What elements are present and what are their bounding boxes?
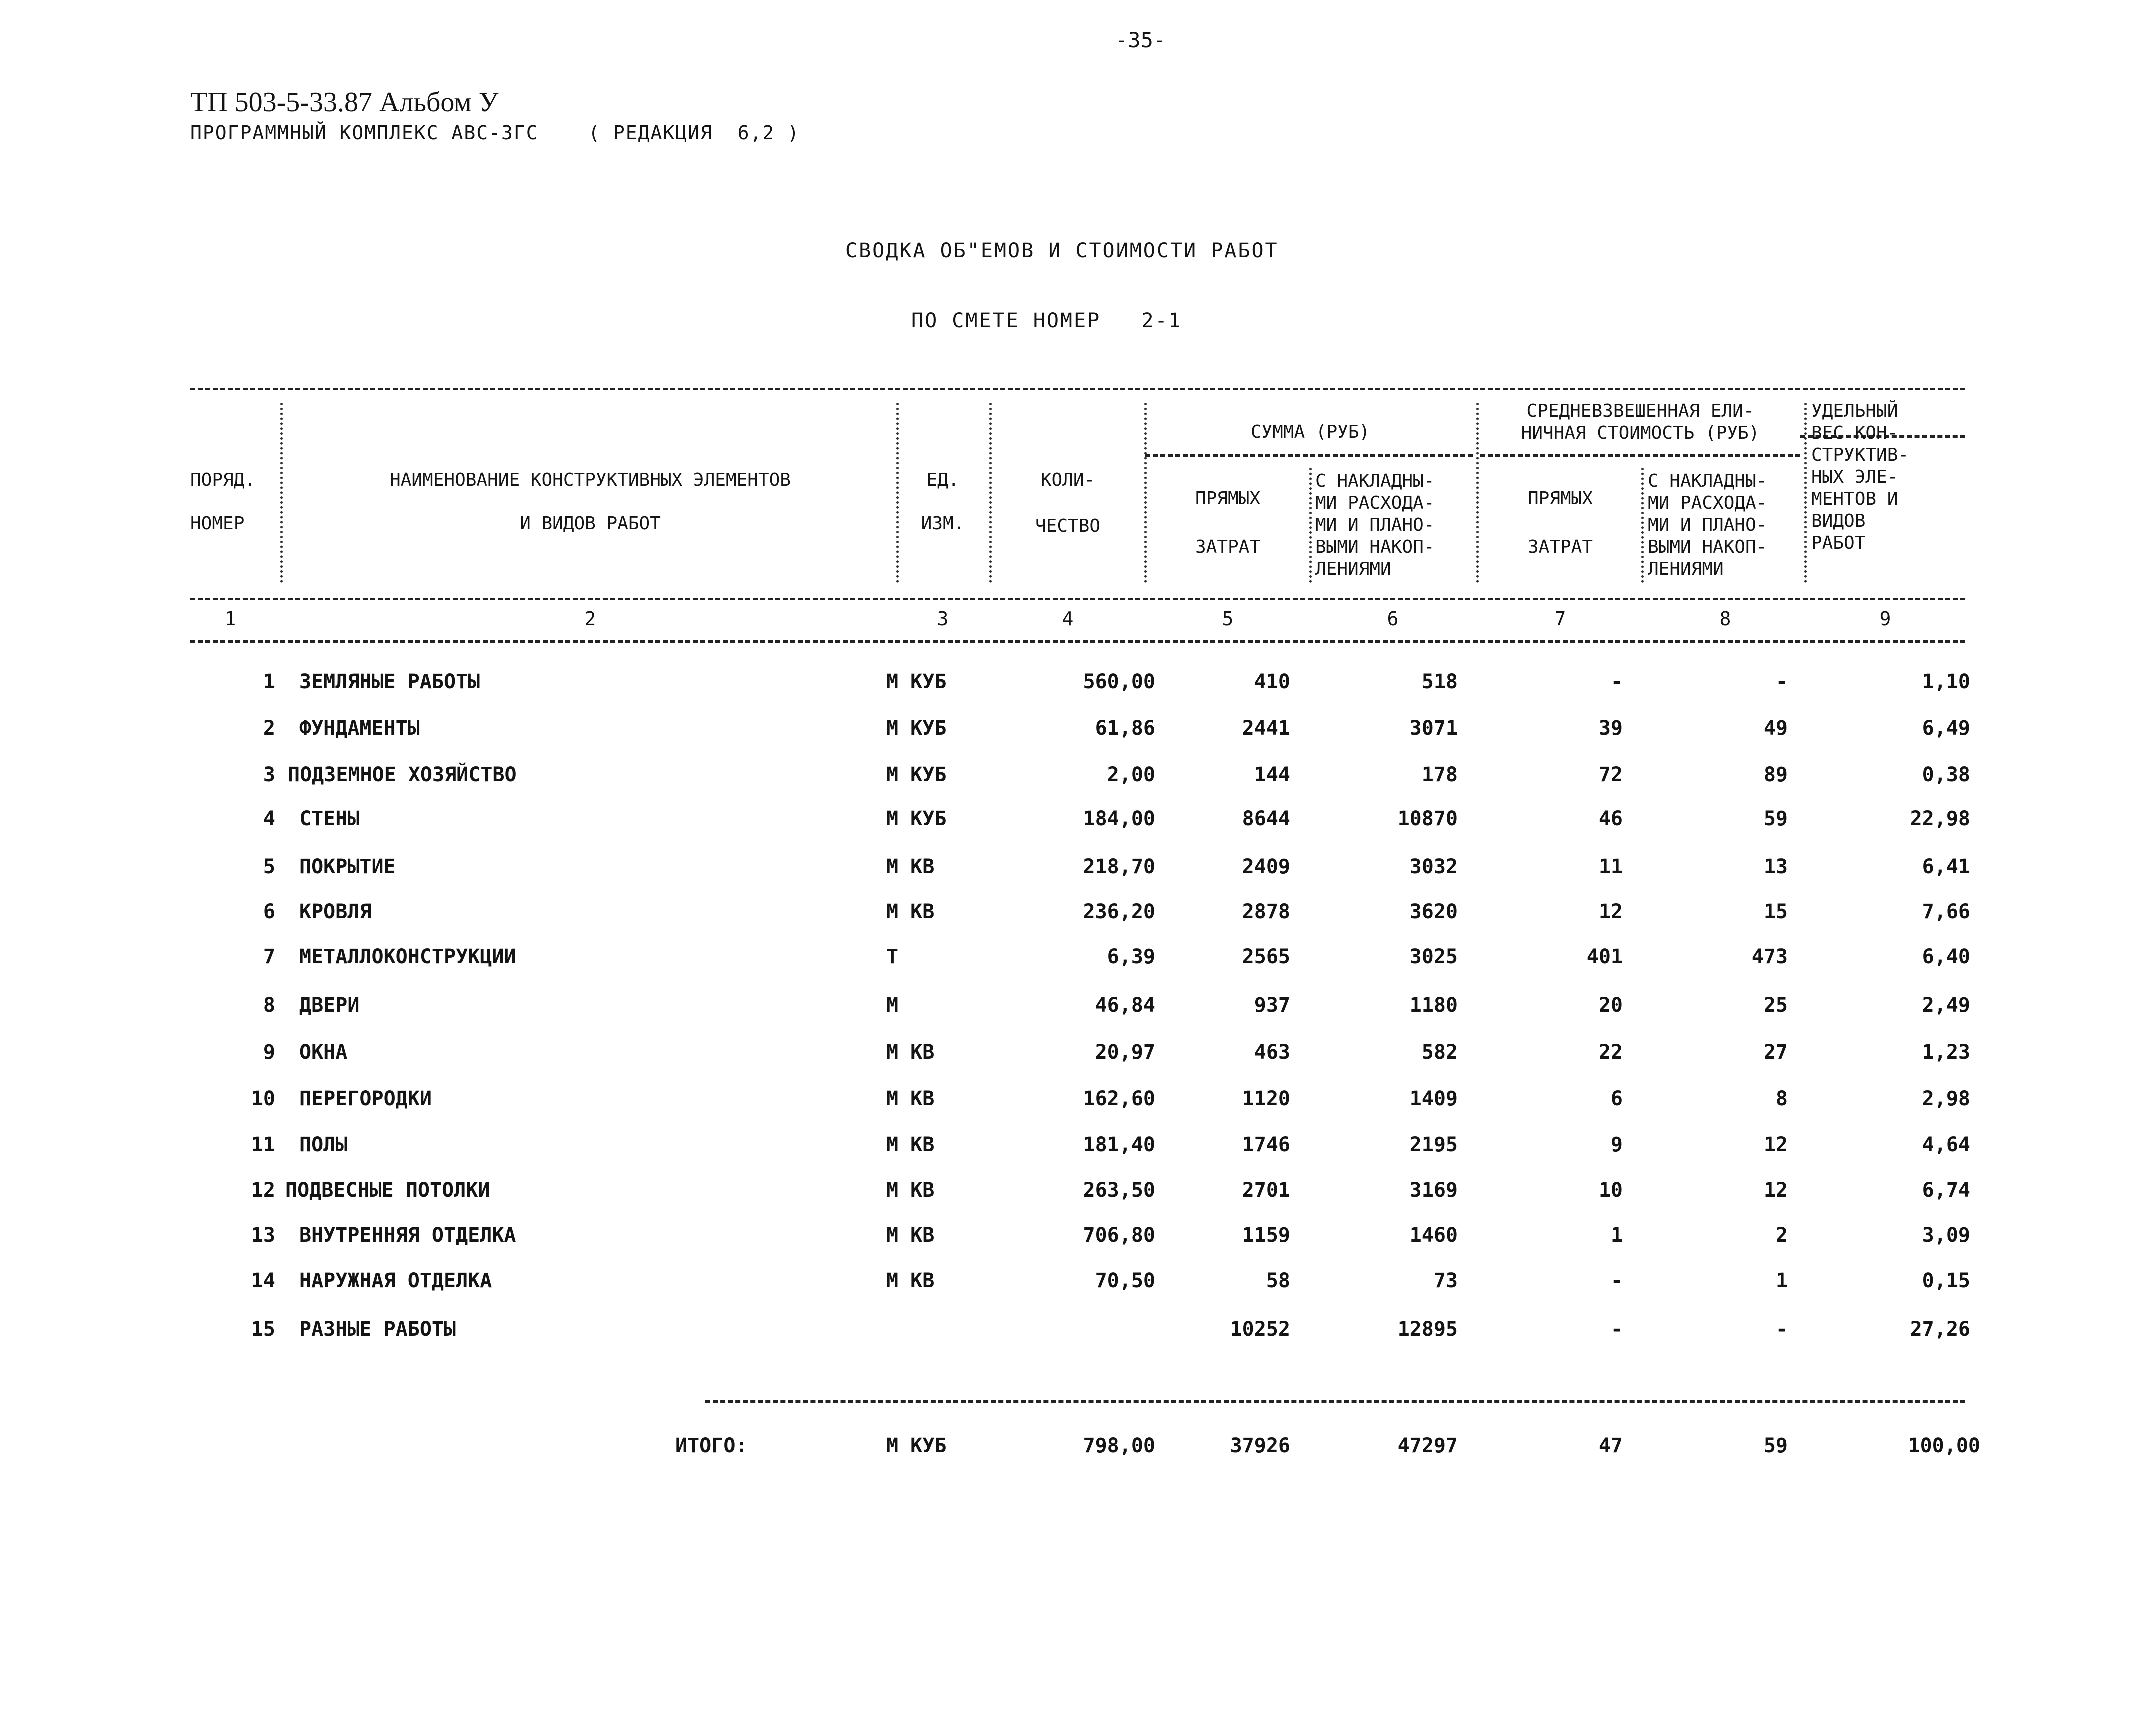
- total-avg-direct: 47: [1598, 1434, 1623, 1457]
- row-number: 1: [263, 670, 275, 693]
- row-unit: М КВ: [886, 1087, 935, 1110]
- row-direct-cost: 1120: [1242, 1087, 1290, 1110]
- table-row: [0, 1224, 2156, 1254]
- sum-group-rule: [1145, 454, 1473, 457]
- table-row: [0, 717, 2156, 747]
- row-avg-direct: -: [1610, 670, 1623, 693]
- row-name: ПЕРЕГОРОДКИ: [299, 1087, 432, 1110]
- row-name: РАЗНЫЕ РАБОТЫ: [299, 1318, 456, 1341]
- row-quantity: 263,50: [1083, 1179, 1155, 1202]
- document-title: СВОДКА ОБ"ЕМОВ И СТОИМОСТИ РАБОТ: [845, 239, 1279, 262]
- row-weight: 4,64: [1922, 1133, 1970, 1156]
- row-avg-direct: 10: [1598, 1179, 1623, 1202]
- row-quantity: 6,39: [1107, 945, 1155, 968]
- row-direct-cost: 2441: [1242, 717, 1290, 740]
- table-row: [0, 994, 2156, 1024]
- row-weight: 0,38: [1922, 763, 1970, 786]
- row-overhead-cost: 582: [1421, 1041, 1458, 1064]
- row-overhead-cost: 3169: [1409, 1179, 1458, 1202]
- header-number-line1: ПОРЯД.: [190, 470, 256, 490]
- row-name: ЗЕМЛЯНЫЕ РАБОТЫ: [299, 670, 480, 693]
- row-overhead-cost: 3025: [1409, 945, 1458, 968]
- row-direct-cost: 2701: [1242, 1179, 1290, 1202]
- row-unit: М КУБ: [886, 670, 947, 693]
- row-name: ВНУТРЕННЯЯ ОТДЕЛКА: [299, 1224, 516, 1247]
- album-title: ТП 503-5-33.87 Альбом У: [190, 87, 499, 118]
- row-number: 12: [251, 1179, 275, 1202]
- header-sum-overhead: С НАКЛАДНЫ- МИ РАСХОДА- МИ И ПЛАНО- ВЫМИ НАКОП- ЛЕНИЯМИ: [1315, 471, 1435, 579]
- column-number: 8: [1719, 608, 1731, 630]
- header-avg-direct-line2: ЗАТРАТ: [1527, 537, 1593, 557]
- row-avg-overhead: 49: [1763, 717, 1788, 740]
- row-name: ОКНА: [299, 1041, 348, 1064]
- row-weight: 1,23: [1922, 1041, 1970, 1064]
- row-weight: 2,98: [1922, 1087, 1970, 1110]
- row-quantity: 61,86: [1095, 717, 1155, 740]
- row-avg-direct: 1: [1610, 1224, 1623, 1247]
- row-avg-direct: 401: [1586, 945, 1623, 968]
- table-top-rule: [190, 388, 1965, 390]
- row-avg-overhead: 89: [1763, 763, 1788, 786]
- page-number: -35-: [1115, 28, 1166, 52]
- row-avg-direct: 46: [1598, 807, 1623, 830]
- row-direct-cost: 10252: [1230, 1318, 1290, 1341]
- row-weight: 3,09: [1922, 1224, 1970, 1247]
- document-subtitle: ПО СМЕТЕ НОМЕР 2-1: [911, 309, 1182, 332]
- total-unit: М КУБ: [886, 1434, 947, 1457]
- row-name: ФУНДАМЕНТЫ: [299, 717, 420, 740]
- column-number: 7: [1554, 608, 1566, 630]
- row-number: 5: [263, 855, 275, 878]
- row-number: 8: [263, 994, 275, 1017]
- row-unit: М КУБ: [886, 807, 947, 830]
- row-avg-overhead: 12: [1763, 1179, 1788, 1202]
- row-weight: 6,40: [1922, 945, 1970, 968]
- header-name-line2: И ВИДОВ РАБОТ: [520, 513, 661, 534]
- table-row: [0, 945, 2156, 975]
- row-quantity: 20,97: [1095, 1041, 1155, 1064]
- header-name-line1: НАИМЕНОВАНИЕ КОНСТРУКТИВНЫХ ЭЛЕМЕНТОВ: [390, 470, 791, 490]
- header-sum-direct-line2: ЗАТРАТ: [1195, 537, 1261, 557]
- header-sum-direct-line1: ПРЯМЫХ: [1195, 488, 1261, 509]
- header-number-line2: НОМЕР: [190, 513, 245, 534]
- row-number: 2: [263, 717, 275, 740]
- row-unit: М КУБ: [886, 717, 947, 740]
- row-avg-overhead: 8: [1775, 1087, 1788, 1110]
- row-unit: М КВ: [886, 1041, 935, 1064]
- row-quantity: 70,50: [1095, 1269, 1155, 1292]
- header-bottom-rule: [190, 598, 1965, 600]
- table-row: [0, 900, 2156, 930]
- table-row: [0, 1087, 2156, 1117]
- row-overhead-cost: 73: [1433, 1269, 1458, 1292]
- row-weight: 6,74: [1922, 1179, 1970, 1202]
- row-name: НАРУЖНАЯ ОТДЕЛКА: [299, 1269, 492, 1292]
- row-weight: 1,10: [1922, 670, 1970, 693]
- header-qty-line1: КОЛИ-: [1040, 470, 1095, 490]
- row-avg-direct: -: [1610, 1269, 1623, 1292]
- row-direct-cost: 410: [1254, 670, 1290, 693]
- row-direct-cost: 58: [1266, 1269, 1290, 1292]
- row-unit: М: [886, 994, 899, 1017]
- row-number: 4: [263, 807, 275, 830]
- row-weight: 7,66: [1922, 900, 1970, 923]
- column-separator: [280, 403, 283, 583]
- row-quantity: 162,60: [1083, 1087, 1155, 1110]
- row-unit: М КВ: [886, 900, 935, 923]
- header-unit-line2: ИЗМ.: [921, 513, 965, 534]
- row-avg-overhead: -: [1775, 1318, 1788, 1341]
- column-number: 4: [1062, 608, 1074, 630]
- table-row: [0, 1269, 2156, 1299]
- row-name: СТЕНЫ: [299, 807, 360, 830]
- row-number: 11: [251, 1133, 275, 1156]
- total-row: [0, 1434, 2156, 1464]
- column-number: 9: [1879, 608, 1891, 630]
- row-number: 9: [263, 1041, 275, 1064]
- row-number: 14: [251, 1269, 275, 1292]
- column-number: 1: [224, 608, 236, 630]
- column-separator: [1309, 468, 1312, 583]
- row-direct-cost: 144: [1254, 763, 1290, 786]
- row-avg-direct: 9: [1610, 1133, 1623, 1156]
- row-overhead-cost: 178: [1421, 763, 1458, 786]
- header-sum-group: СУММА (РУБ): [1250, 422, 1370, 442]
- row-overhead-cost: 1409: [1409, 1087, 1458, 1110]
- row-avg-overhead: 2: [1775, 1224, 1788, 1247]
- column-number: 5: [1222, 608, 1234, 630]
- total-quantity: 798,00: [1083, 1434, 1155, 1457]
- row-direct-cost: 2409: [1242, 855, 1290, 878]
- header-avg-direct-line1: ПРЯМЫХ: [1527, 488, 1593, 509]
- row-direct-cost: 1159: [1242, 1224, 1290, 1247]
- row-number: 10: [251, 1087, 275, 1110]
- row-quantity: 2,00: [1107, 763, 1155, 786]
- row-weight: 22,98: [1910, 807, 1970, 830]
- row-direct-cost: 463: [1254, 1041, 1290, 1064]
- column-separator: [989, 403, 992, 583]
- row-quantity: 184,00: [1083, 807, 1155, 830]
- header-avg-group: СРЕДНЕВЗВЕШЕННАЯ ЕЛИ- НИЧНАЯ СТОИМОСТЬ (РУБ): [1521, 401, 1760, 443]
- row-unit: Т: [886, 945, 899, 968]
- row-overhead-cost: 10870: [1397, 807, 1458, 830]
- column-separator: [1476, 403, 1479, 583]
- total-overhead-cost: 47297: [1397, 1434, 1458, 1457]
- row-direct-cost: 937: [1254, 994, 1290, 1017]
- row-number: 15: [251, 1318, 275, 1341]
- row-unit: М КУБ: [886, 763, 947, 786]
- row-avg-overhead: 59: [1763, 807, 1788, 830]
- total-label: ИТОГО:: [675, 1434, 748, 1457]
- row-weight: 2,49: [1922, 994, 1970, 1017]
- row-overhead-cost: 12895: [1397, 1318, 1458, 1341]
- column-separator: [896, 403, 899, 583]
- table-row: [0, 670, 2156, 700]
- column-separator: [1804, 403, 1807, 583]
- row-overhead-cost: 1460: [1409, 1224, 1458, 1247]
- row-avg-overhead: 27: [1763, 1041, 1788, 1064]
- row-number: 6: [263, 900, 275, 923]
- table-row: [0, 1318, 2156, 1348]
- row-unit: М КВ: [886, 1224, 935, 1247]
- column-number: 3: [937, 608, 949, 630]
- row-overhead-cost: 1180: [1409, 994, 1458, 1017]
- row-avg-direct: -: [1610, 1318, 1623, 1341]
- row-avg-direct: 12: [1598, 900, 1623, 923]
- row-number: 13: [251, 1224, 275, 1247]
- total-rule: [705, 1400, 1965, 1403]
- table-row: [0, 763, 2156, 793]
- row-weight: 6,41: [1922, 855, 1970, 878]
- table-row: [0, 1041, 2156, 1071]
- table-row: [0, 1179, 2156, 1209]
- row-avg-direct: 72: [1598, 763, 1623, 786]
- software-line: ПРОГРАММНЫЙ КОМПЛЕКС АВС-ЗГС ( РЕДАКЦИЯ 6,2 ): [190, 122, 800, 144]
- row-number: 7: [263, 945, 275, 968]
- total-weight: 100,00: [1908, 1434, 1980, 1457]
- row-avg-direct: 11: [1598, 855, 1623, 878]
- row-quantity: 706,80: [1083, 1224, 1155, 1247]
- row-direct-cost: 8644: [1242, 807, 1290, 830]
- row-overhead-cost: 3032: [1409, 855, 1458, 878]
- row-quantity: 46,84: [1095, 994, 1155, 1017]
- row-overhead-cost: 3620: [1409, 900, 1458, 923]
- row-avg-overhead: 1: [1775, 1269, 1788, 1292]
- column-number: 6: [1387, 608, 1399, 630]
- row-unit: М КВ: [886, 1133, 935, 1156]
- row-avg-overhead: 25: [1763, 994, 1788, 1017]
- row-avg-direct: 22: [1598, 1041, 1623, 1064]
- column-numbers-rule: [190, 640, 1965, 643]
- row-overhead-cost: 2195: [1409, 1133, 1458, 1156]
- row-direct-cost: 2878: [1242, 900, 1290, 923]
- total-direct-cost: 37926: [1230, 1434, 1290, 1457]
- row-unit: М КВ: [886, 855, 935, 878]
- column-separator: [1641, 468, 1644, 583]
- row-unit: М КВ: [886, 1179, 935, 1202]
- row-name: МЕТАЛЛОКОНСТРУКЦИИ: [299, 945, 516, 968]
- row-quantity: 236,20: [1083, 900, 1155, 923]
- row-quantity: 181,40: [1083, 1133, 1155, 1156]
- row-name: ПОДВЕСНЫЕ ПОТОЛКИ: [285, 1179, 490, 1202]
- row-name: ПОДЗЕМНОЕ ХОЗЯЙСТВО: [288, 763, 517, 786]
- row-avg-direct: 6: [1610, 1087, 1623, 1110]
- avg-group-rule: [1480, 454, 1800, 457]
- row-quantity: 218,70: [1083, 855, 1155, 878]
- header-weight: УДЕЛЬНЫЙ ВЕС КОН- СТРУКТИВ- НЫХ ЭЛЕ- МЕНТОВ И ВИДОВ РАБОТ: [1811, 401, 1909, 553]
- row-avg-overhead: -: [1775, 670, 1788, 693]
- row-avg-overhead: 12: [1763, 1133, 1788, 1156]
- row-quantity: 560,00: [1083, 670, 1155, 693]
- row-avg-overhead: 13: [1763, 855, 1788, 878]
- row-weight: 27,26: [1910, 1318, 1970, 1341]
- table-row: [0, 855, 2156, 885]
- total-avg-overhead: 59: [1763, 1434, 1788, 1457]
- column-separator: [1144, 403, 1147, 583]
- row-avg-overhead: 473: [1751, 945, 1788, 968]
- row-overhead-cost: 518: [1421, 670, 1458, 693]
- row-avg-direct: 20: [1598, 994, 1623, 1017]
- header-qty-line2: ЧЕСТВО: [1035, 516, 1101, 536]
- row-weight: 6,49: [1922, 717, 1970, 740]
- row-overhead-cost: 3071: [1409, 717, 1458, 740]
- row-name: КРОВЛЯ: [299, 900, 372, 923]
- table-row: [0, 807, 2156, 837]
- row-name: ПОКРЫТИЕ: [299, 855, 396, 878]
- column-number: 2: [584, 608, 596, 630]
- row-direct-cost: 1746: [1242, 1133, 1290, 1156]
- header-unit-line1: ЕД.: [926, 470, 959, 490]
- row-number: 3: [263, 763, 275, 786]
- row-avg-overhead: 15: [1763, 900, 1788, 923]
- row-name: ДВЕРИ: [299, 994, 360, 1017]
- row-unit: М КВ: [886, 1269, 935, 1292]
- row-weight: 0,15: [1922, 1269, 1970, 1292]
- header-avg-overhead: С НАКЛАДНЫ- МИ РАСХОДА- МИ И ПЛАНО- ВЫМИ НАКОП- ЛЕНИЯМИ: [1648, 471, 1767, 579]
- table-row: [0, 1133, 2156, 1163]
- row-avg-direct: 39: [1598, 717, 1623, 740]
- row-direct-cost: 2565: [1242, 945, 1290, 968]
- row-name: ПОЛЫ: [299, 1133, 348, 1156]
